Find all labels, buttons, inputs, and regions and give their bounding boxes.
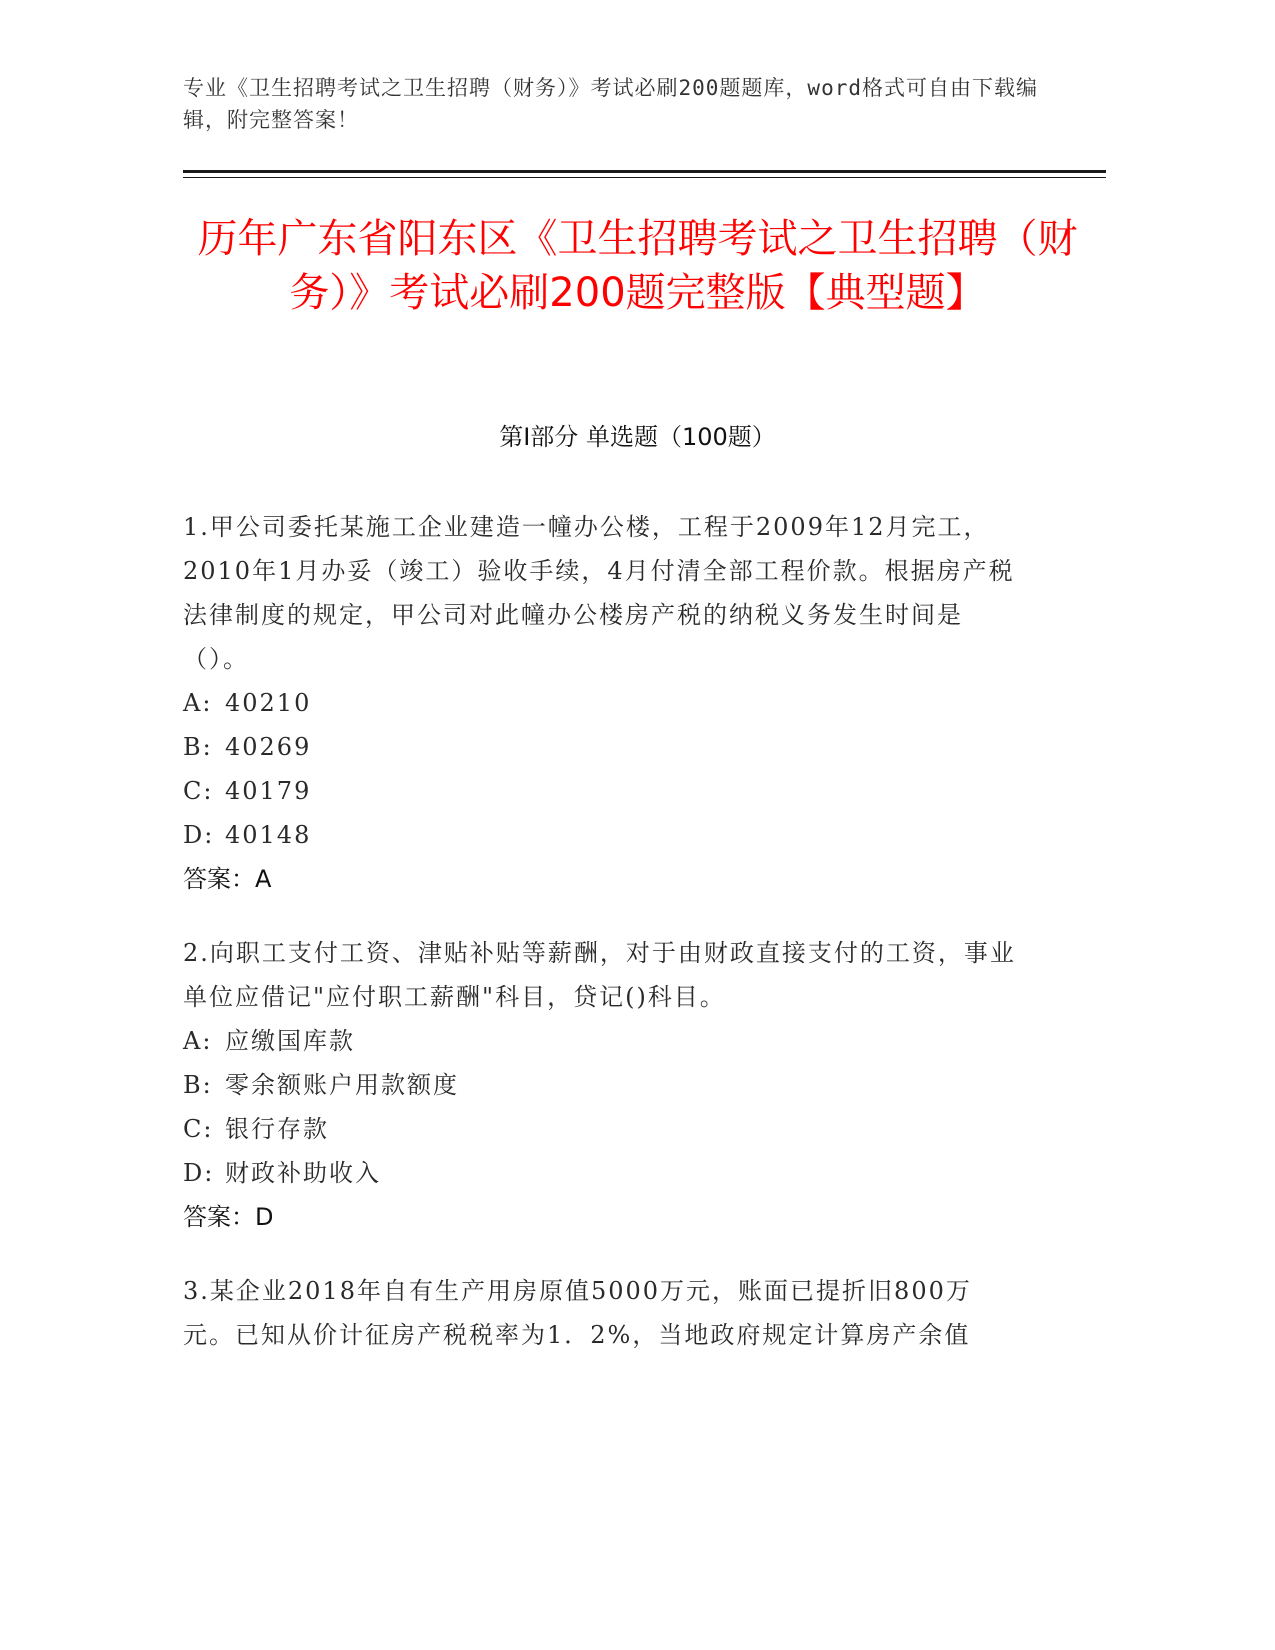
question-stem: 3.某企业2018年自有生产用房原值5000万元，账面已提折旧800万元。已知从价计征房产税税率为1．2%，当地政府规定计算房产余值 bbox=[183, 1277, 972, 1349]
answer: 答案：D bbox=[183, 1203, 274, 1231]
option-text: 40148 bbox=[225, 821, 312, 849]
option-text: 财政补助收入 bbox=[225, 1159, 381, 1187]
option-key: D: bbox=[183, 1159, 215, 1187]
question-3 bbox=[183, 1269, 1023, 1357]
option-key: B: bbox=[183, 1071, 213, 1099]
option-text: 零余额账户用款额度 bbox=[225, 1071, 459, 1099]
option-text: 40210 bbox=[225, 689, 312, 717]
option-key: A: bbox=[183, 689, 213, 717]
option-text: 银行存款 bbox=[225, 1115, 329, 1143]
question-2 bbox=[183, 931, 1023, 1239]
option-d bbox=[183, 1151, 1023, 1195]
header-note: 专业《卫生招聘考试之卫生招聘（财务）》考试必刷200题题库，word格式可自由下载编辑，附完整答案！ bbox=[183, 76, 1038, 132]
option-a bbox=[183, 681, 1023, 725]
option-text: 40269 bbox=[225, 733, 312, 761]
option-b bbox=[183, 725, 1023, 769]
question-stem: 1.甲公司委托某施工企业建造一幢办公楼，工程于2009年12月完工，2010年1月办妥（竣工）验收手续，4月付清全部工程价款。根据房产税法律制度的规定，甲公司对此幢办公楼房产税的纳税义务发生时间是（）。 bbox=[183, 513, 1015, 673]
document-title: 历年广东省阳东区《卫生招聘考试之卫生招聘（财务）》考试必刷200题完整版【典型题】 bbox=[197, 216, 1078, 316]
option-key: C: bbox=[183, 1115, 214, 1143]
option-key: C: bbox=[183, 777, 214, 805]
question-1 bbox=[183, 505, 1023, 901]
section-heading: 第Ⅰ部分 单选题（100题） bbox=[499, 423, 776, 451]
option-d bbox=[183, 813, 1023, 857]
answer: 答案：A bbox=[183, 865, 272, 893]
option-key: A: bbox=[183, 1027, 213, 1055]
question-stem: 2.向职工支付工资、津贴补贴等薪酬，对于由财政直接支付的工资，事业单位应借记"应付职工薪酬"科目，贷记()科目。 bbox=[183, 939, 1016, 1011]
option-c bbox=[183, 1107, 1023, 1151]
header-divider-thick bbox=[183, 170, 1106, 173]
question-list bbox=[183, 505, 1023, 1387]
option-b bbox=[183, 1063, 1023, 1107]
option-key: B: bbox=[183, 733, 213, 761]
option-text: 40179 bbox=[225, 777, 312, 805]
header-divider-thin bbox=[183, 177, 1106, 178]
option-text: 应缴国库款 bbox=[225, 1027, 355, 1055]
option-c bbox=[183, 769, 1023, 813]
option-a bbox=[183, 1019, 1023, 1063]
option-key: D: bbox=[183, 821, 215, 849]
